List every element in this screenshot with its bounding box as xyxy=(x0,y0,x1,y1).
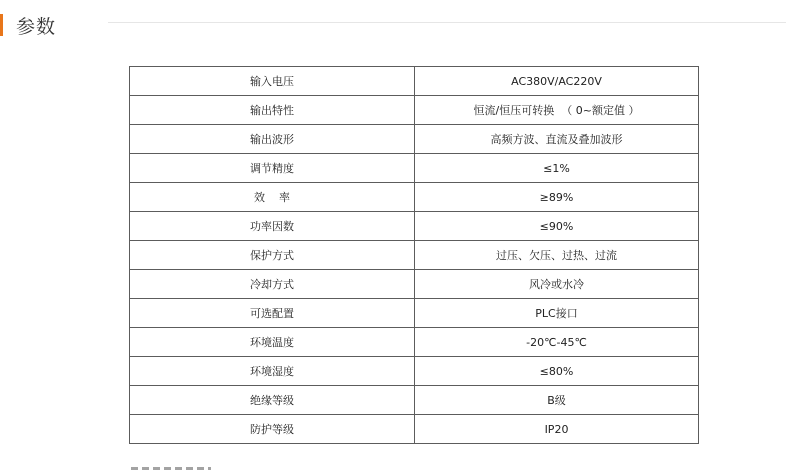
param-value-cell: 过压、欠压、过热、过流 xyxy=(415,241,699,270)
section-accent-bar xyxy=(0,14,3,36)
param-label-cell: 防护等级 xyxy=(130,415,415,444)
param-label-cell: 可选配置 xyxy=(130,299,415,328)
table-row xyxy=(130,415,699,444)
section-title: 参数 xyxy=(16,15,57,38)
param-value-cell: ≤80% xyxy=(415,357,699,386)
parameters-table-body xyxy=(130,67,699,444)
param-value-cell: B级 xyxy=(415,386,699,415)
section-header xyxy=(0,12,56,38)
param-label-cell: 保护方式 xyxy=(130,241,415,270)
param-label-cell: 调节精度 xyxy=(130,154,415,183)
param-label-cell: 输出波形 xyxy=(130,125,415,154)
param-label-cell: 功率因数 xyxy=(130,212,415,241)
param-value-cell: -20℃-45℃ xyxy=(415,328,699,357)
param-value-cell: IP20 xyxy=(415,415,699,444)
param-value-cell: PLC接口 xyxy=(415,299,699,328)
table-row xyxy=(130,125,699,154)
param-label-cell: 输入电压 xyxy=(130,67,415,96)
table-row xyxy=(130,241,699,270)
parameters-table xyxy=(129,66,699,444)
table-row xyxy=(130,299,699,328)
cropped-text-fragment xyxy=(131,462,221,470)
param-label-cell: 效 率 xyxy=(130,183,415,212)
param-label-cell: 绝缘等级 xyxy=(130,386,415,415)
header-divider xyxy=(108,22,786,23)
table-row xyxy=(130,154,699,183)
table-row xyxy=(130,386,699,415)
param-label-cell: 输出特性 xyxy=(130,96,415,125)
param-value-cell: AC380V/AC220V xyxy=(415,67,699,96)
param-value-cell: 高频方波、直流及叠加波形 xyxy=(415,125,699,154)
param-label-cell: 环境湿度 xyxy=(130,357,415,386)
table-row xyxy=(130,96,699,125)
table-row xyxy=(130,212,699,241)
param-label-cell: 冷却方式 xyxy=(130,270,415,299)
table-row xyxy=(130,183,699,212)
table-row xyxy=(130,328,699,357)
param-value-cell: ≤90% xyxy=(415,212,699,241)
param-value-cell: 风冷或水冷 xyxy=(415,270,699,299)
param-label-cell: 环境温度 xyxy=(130,328,415,357)
table-row xyxy=(130,270,699,299)
table-row xyxy=(130,357,699,386)
table-row xyxy=(130,67,699,96)
param-value-cell: ≥89% xyxy=(415,183,699,212)
param-value-cell: ≤1% xyxy=(415,154,699,183)
param-value-cell: 恒流/恒压可转换 （ 0~额定值 ） xyxy=(415,96,699,125)
